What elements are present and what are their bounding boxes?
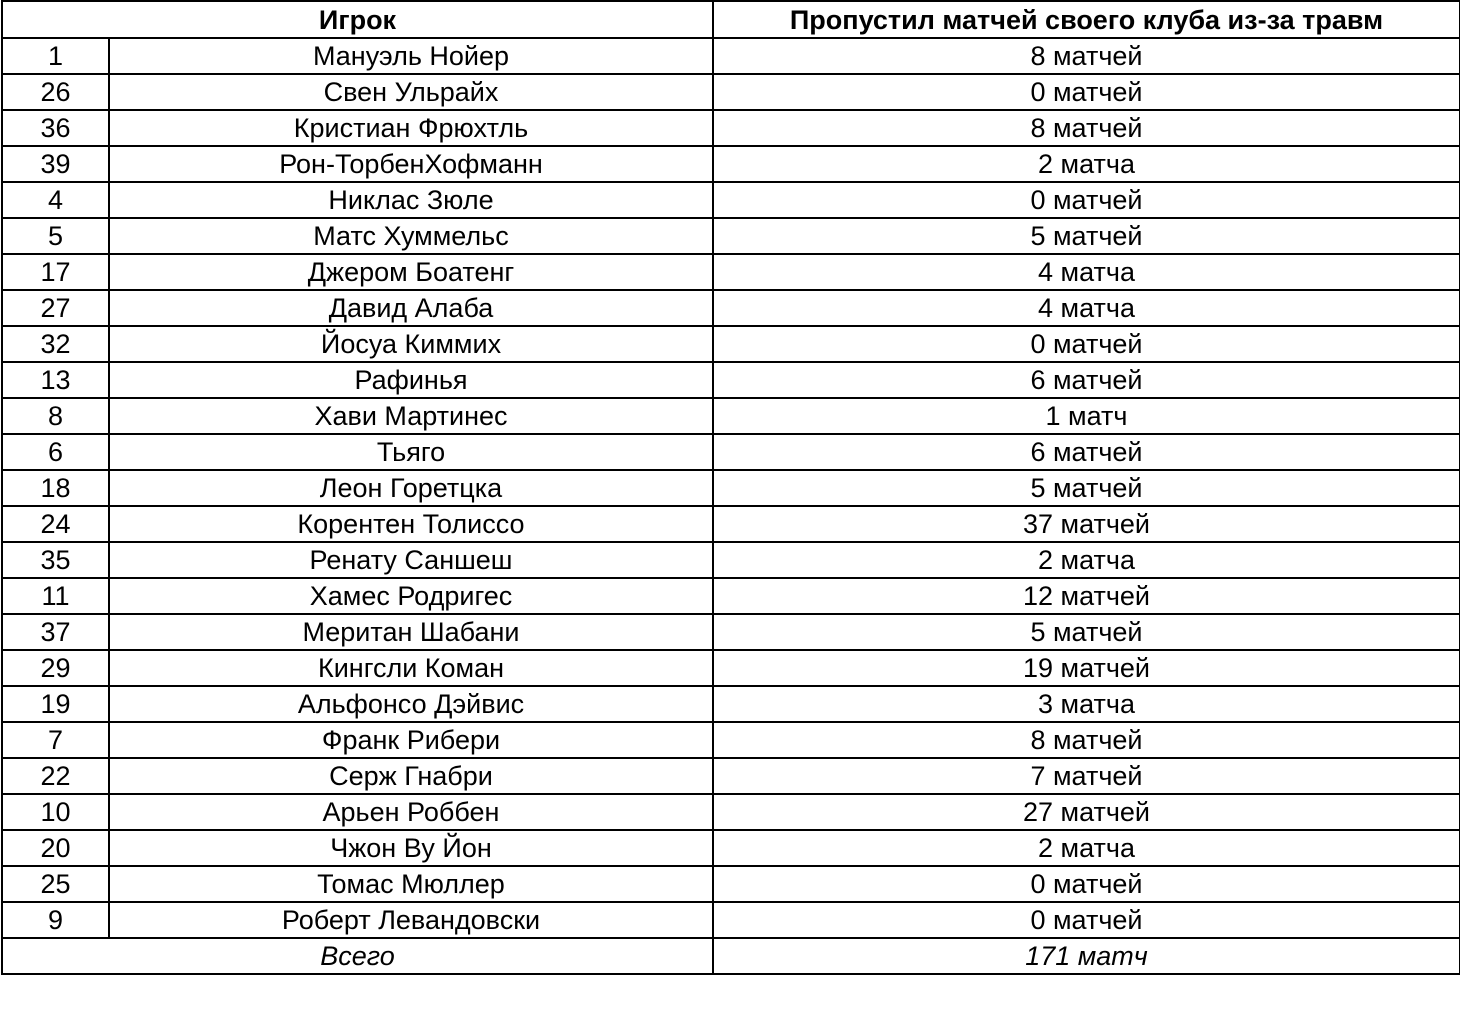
table-row xyxy=(2,434,1460,470)
cell-player[interactable]: Матс Хуммельс xyxy=(109,218,713,254)
cell-missed[interactable]: 5 матчей xyxy=(713,470,1460,506)
cell-number[interactable]: 35 xyxy=(2,542,109,578)
table-row xyxy=(2,542,1460,578)
cell-number[interactable]: 9 xyxy=(2,902,109,938)
cell-number[interactable]: 32 xyxy=(2,326,109,362)
header-missed[interactable]: Пропустил матчей своего клуба из-за травм xyxy=(713,1,1460,38)
cell-number[interactable]: 25 xyxy=(2,866,109,902)
cell-missed[interactable]: 1 матч xyxy=(713,398,1460,434)
total-label[interactable]: Всего xyxy=(2,938,713,974)
cell-player[interactable]: Давид Алаба xyxy=(109,290,713,326)
cell-number[interactable]: 27 xyxy=(2,290,109,326)
cell-number[interactable]: 17 xyxy=(2,254,109,290)
cell-player[interactable]: Кристиан Фрюхтль xyxy=(109,110,713,146)
cell-player[interactable]: Серж Гнабри xyxy=(109,758,713,794)
cell-missed[interactable]: 0 матчей xyxy=(713,182,1460,218)
header-player[interactable]: Игрок xyxy=(2,1,713,38)
cell-number[interactable]: 11 xyxy=(2,578,109,614)
table-body xyxy=(2,38,1460,938)
cell-missed[interactable]: 4 матча xyxy=(713,254,1460,290)
cell-number[interactable]: 20 xyxy=(2,830,109,866)
cell-number[interactable]: 36 xyxy=(2,110,109,146)
cell-player[interactable]: Альфонсо Дэйвис xyxy=(109,686,713,722)
table-row xyxy=(2,110,1460,146)
cell-number[interactable]: 39 xyxy=(2,146,109,182)
cell-player[interactable]: Тьяго xyxy=(109,434,713,470)
cell-missed[interactable]: 7 матчей xyxy=(713,758,1460,794)
table-row xyxy=(2,506,1460,542)
cell-number[interactable]: 1 xyxy=(2,38,109,74)
cell-player[interactable]: Корентен Толиссо xyxy=(109,506,713,542)
cell-player[interactable]: Хави Мартинес xyxy=(109,398,713,434)
cell-missed[interactable]: 0 матчей xyxy=(713,902,1460,938)
table-row xyxy=(2,578,1460,614)
cell-missed[interactable]: 5 матчей xyxy=(713,614,1460,650)
cell-player[interactable]: Йосуа Киммих xyxy=(109,326,713,362)
cell-number[interactable]: 29 xyxy=(2,650,109,686)
cell-player[interactable]: Рафинья xyxy=(109,362,713,398)
total-row xyxy=(2,938,1460,974)
cell-player[interactable]: Чжон Ву Йон xyxy=(109,830,713,866)
cell-player[interactable]: Мануэль Нойер xyxy=(109,38,713,74)
cell-missed[interactable]: 8 матчей xyxy=(713,110,1460,146)
cell-missed[interactable]: 6 матчей xyxy=(713,362,1460,398)
table-row xyxy=(2,830,1460,866)
cell-number[interactable]: 24 xyxy=(2,506,109,542)
table-row xyxy=(2,902,1460,938)
cell-missed[interactable]: 2 матча xyxy=(713,830,1460,866)
table-row xyxy=(2,290,1460,326)
cell-player[interactable]: Арьен Роббен xyxy=(109,794,713,830)
cell-player[interactable]: Меритан Шабани xyxy=(109,614,713,650)
table-row xyxy=(2,470,1460,506)
cell-number[interactable]: 10 xyxy=(2,794,109,830)
cell-missed[interactable]: 0 матчей xyxy=(713,326,1460,362)
cell-number[interactable]: 5 xyxy=(2,218,109,254)
cell-missed[interactable]: 27 матчей xyxy=(713,794,1460,830)
cell-player[interactable]: Никлас Зюле xyxy=(109,182,713,218)
table-row xyxy=(2,794,1460,830)
table-row xyxy=(2,866,1460,902)
cell-missed[interactable]: 8 матчей xyxy=(713,722,1460,758)
cell-number[interactable]: 19 xyxy=(2,686,109,722)
cell-player[interactable]: Леон Горетцка xyxy=(109,470,713,506)
cell-number[interactable]: 4 xyxy=(2,182,109,218)
cell-missed[interactable]: 0 матчей xyxy=(713,866,1460,902)
cell-missed[interactable]: 3 матча xyxy=(713,686,1460,722)
cell-missed[interactable]: 4 матча xyxy=(713,290,1460,326)
cell-player[interactable]: Свен Ульрайх xyxy=(109,74,713,110)
cell-number[interactable]: 13 xyxy=(2,362,109,398)
table-row xyxy=(2,326,1460,362)
table-row xyxy=(2,218,1460,254)
cell-number[interactable]: 37 xyxy=(2,614,109,650)
cell-player[interactable]: Томас Мюллер xyxy=(109,866,713,902)
header-row xyxy=(2,1,1460,38)
cell-missed[interactable]: 8 матчей xyxy=(713,38,1460,74)
cell-missed[interactable]: 37 матчей xyxy=(713,506,1460,542)
cell-missed[interactable]: 12 матчей xyxy=(713,578,1460,614)
table-row xyxy=(2,146,1460,182)
cell-number[interactable]: 7 xyxy=(2,722,109,758)
table-row xyxy=(2,650,1460,686)
cell-player[interactable]: Франк Рибери xyxy=(109,722,713,758)
table-row xyxy=(2,398,1460,434)
injury-table xyxy=(1,0,1460,975)
cell-number[interactable]: 22 xyxy=(2,758,109,794)
table-row xyxy=(2,686,1460,722)
table-row xyxy=(2,722,1460,758)
cell-missed[interactable]: 2 матча xyxy=(713,542,1460,578)
cell-number[interactable]: 6 xyxy=(2,434,109,470)
cell-missed[interactable]: 2 матча xyxy=(713,146,1460,182)
cell-player[interactable]: Кингсли Коман xyxy=(109,650,713,686)
table-row xyxy=(2,38,1460,74)
cell-missed[interactable]: 5 матчей xyxy=(713,218,1460,254)
cell-number[interactable]: 8 xyxy=(2,398,109,434)
table-row xyxy=(2,254,1460,290)
table-row xyxy=(2,758,1460,794)
cell-player[interactable]: Роберт Левандовски xyxy=(109,902,713,938)
cell-missed[interactable]: 0 матчей xyxy=(713,74,1460,110)
table-row xyxy=(2,74,1460,110)
cell-number[interactable]: 18 xyxy=(2,470,109,506)
cell-player[interactable]: Хамес Родригес xyxy=(109,578,713,614)
cell-missed[interactable]: 6 матчей xyxy=(713,434,1460,470)
cell-number[interactable]: 26 xyxy=(2,74,109,110)
cell-missed[interactable]: 19 матчей xyxy=(713,650,1460,686)
table-row xyxy=(2,614,1460,650)
total-value[interactable]: 171 матч xyxy=(713,938,1460,974)
table-row xyxy=(2,362,1460,398)
table-row xyxy=(2,182,1460,218)
cell-player[interactable]: Джером Боатенг xyxy=(109,254,713,290)
cell-player[interactable]: Рон-ТорбенХофманн xyxy=(109,146,713,182)
cell-player[interactable]: Ренату Саншеш xyxy=(109,542,713,578)
